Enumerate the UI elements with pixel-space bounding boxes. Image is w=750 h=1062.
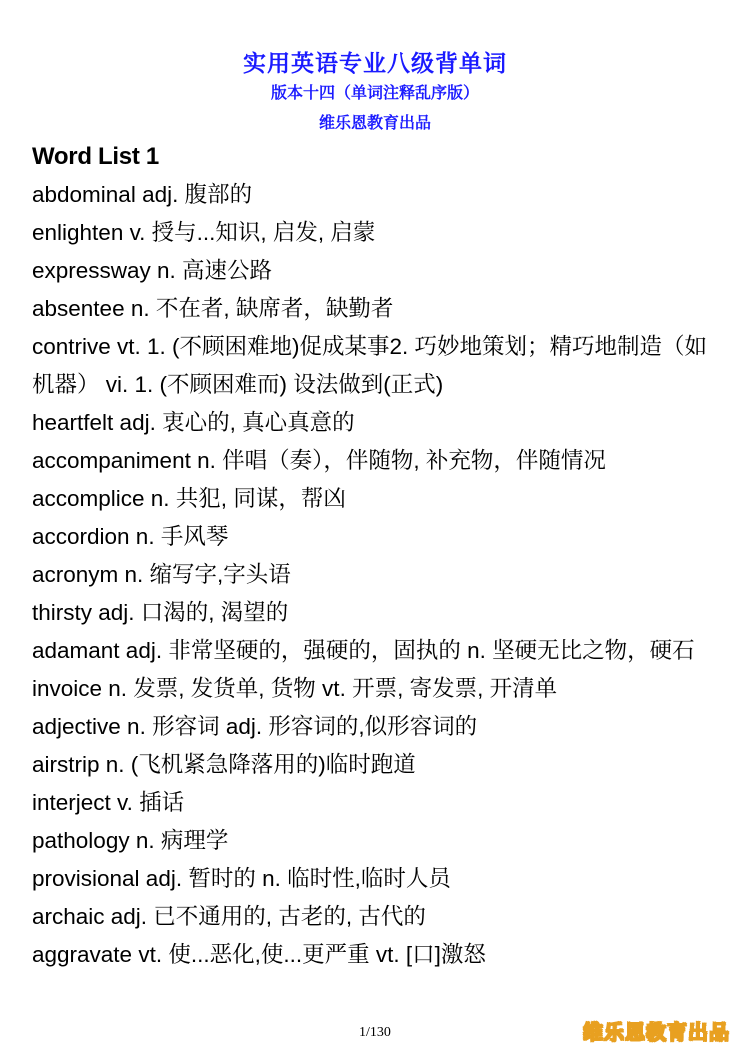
vocab-entry: provisional adj. 暂时的 n. 临时性,临时人员 (32, 866, 451, 891)
vocab-entry: absentee n. 不在者, 缺席者，缺勤者 (32, 296, 394, 321)
watermark-logo: 维乐恩教育出品 (583, 1020, 730, 1044)
vocab-entry: accompaniment n. 伴唱（奏），伴随物, 补充物，伴随情况 (32, 448, 606, 473)
vocab-entry: aggravate vt. 使...恶化,使...更严重 vt. [口]激怒 (32, 942, 486, 967)
vocab-entry: abdominal adj. 腹部的 (32, 182, 253, 207)
vocab-entry: thirsty adj. 口渴的, 渴望的 (32, 600, 289, 625)
vocab-entry: interject v. 插话 (32, 790, 185, 815)
vocab-entry: adamant adj. 非常坚硬的，强硬的，固执的 n. 坚硬无比之物，硬石 (32, 638, 695, 663)
vocab-entry: adjective n. 形容词 adj. 形容词的,似形容词的 (32, 714, 478, 739)
vocab-entry: accordion n. 手风琴 (32, 524, 229, 549)
vocab-entry: enlighten v. 授与...知识, 启发, 启蒙 (32, 220, 376, 245)
document-subtitle: 版本十四（单词注释乱序版） (270, 83, 479, 102)
vocab-entry: heartfelt adj. 衷心的, 真心真意的 (32, 410, 355, 435)
page-number: 1/130 (359, 1025, 391, 1040)
vocab-entry: invoice n. 发票, 发货单, 货物 vt. 开票, 寄发票, 开清单 (32, 676, 558, 701)
publisher-line: 维乐恩教育出品 (318, 113, 431, 132)
vocab-entry: airstrip n. (飞机紧急降落用的)临时跑道 (32, 752, 416, 777)
vocab-entry: pathology n. 病理学 (32, 828, 229, 853)
vocab-entry: accomplice n. 共犯, 同谋，帮凶 (32, 486, 346, 511)
document-title: 实用英语专业八级背单词 (243, 51, 507, 77)
vocab-entry: acronym n. 缩写字,字头语 (32, 562, 291, 587)
vocab-entry: archaic adj. 已不通用的, 古老的, 古代的 (32, 904, 426, 929)
word-list (32, 138, 722, 974)
word-list-heading: Word List 1 (32, 143, 159, 170)
vocab-entry: expressway n. 高速公路 (32, 258, 273, 283)
vocab-entry: contrive vt. 1. (不顾困难地)促成某事2. 巧妙地策划；精巧地制造（如机器） vi. 1. (不顾困难而) 设法做到(正式) (32, 334, 708, 397)
